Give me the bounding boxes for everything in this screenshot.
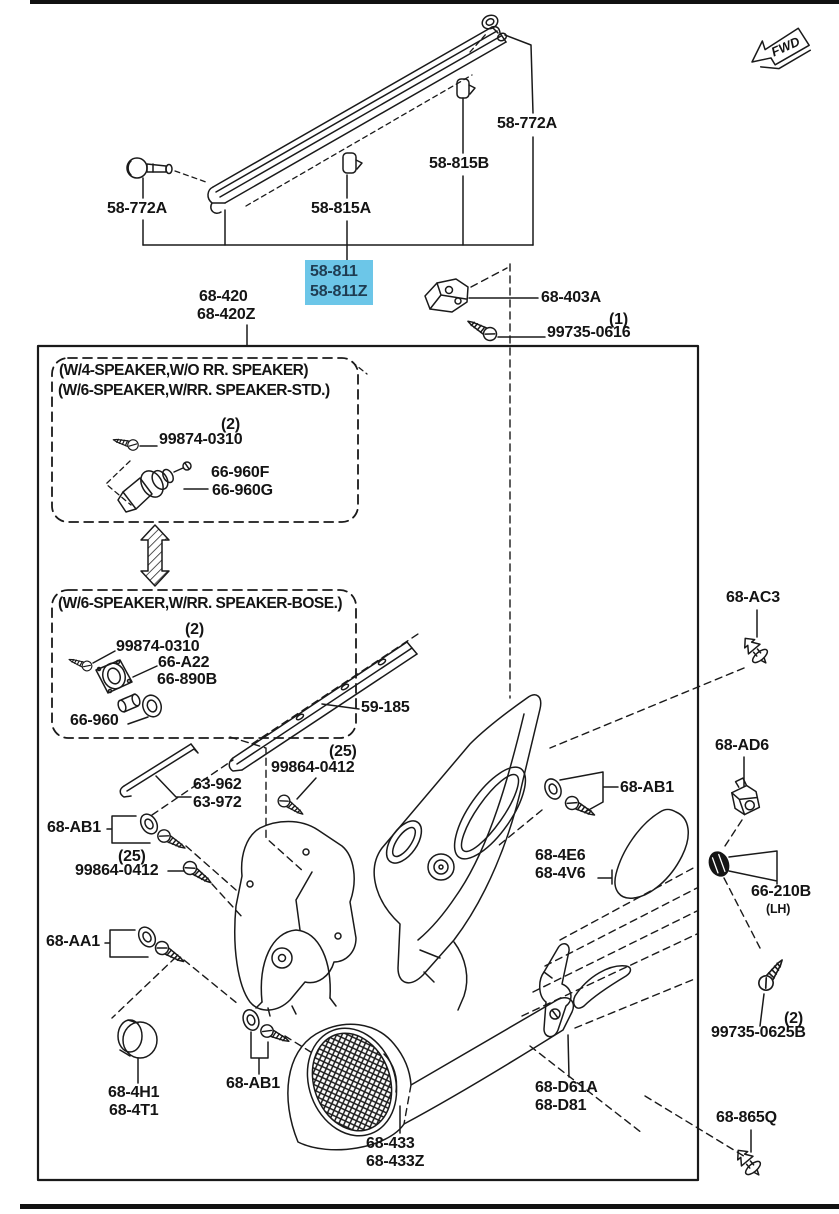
qty-label-box1: (2) [221, 416, 240, 433]
config-label-box1-line1: (W/4-SPEAKER,W/O RR. SPEAKER) [59, 362, 309, 379]
part-label-63972: 63-972 [193, 794, 242, 811]
part-label-99874-box2: 99874-0310 [116, 638, 200, 655]
speaker-grille-433 [288, 998, 574, 1150]
qty-label-99864-top: (25) [329, 743, 357, 760]
door-module-panel [235, 822, 356, 1017]
part-label-815a: 58-815A [311, 200, 371, 217]
qty-label-lh: (LH) [766, 902, 791, 916]
selected-part-line1: 58-811 [310, 263, 358, 280]
part-label-4t1: 68-4T1 [109, 1102, 159, 1119]
part-label-772a-right: 58-772A [497, 115, 557, 132]
qty-label-0625: (2) [784, 1010, 803, 1027]
qty-label-box2: (2) [185, 621, 204, 638]
part-label-99864-top: 99864-0412 [271, 759, 355, 776]
screw-icon-0616 [465, 316, 545, 343]
part-label-420z: 68-420Z [197, 306, 256, 323]
strip-63-962 [120, 744, 198, 797]
config-label-box2-line1: (W/6-SPEAKER,W/RR. SPEAKER-BOSE.) [58, 595, 343, 612]
part-label-ab1-right: 68-AB1 [620, 779, 674, 796]
armrest-pad-4e6 [598, 809, 688, 898]
part-label-ab1-bottom: 68-AB1 [226, 1075, 280, 1092]
part-label-99864-left: 99864-0412 [75, 862, 159, 879]
part-label-960: 66-960 [70, 712, 119, 729]
part-label-d81: 68-D81 [535, 1097, 587, 1114]
fwd-label: FWD [768, 33, 802, 60]
part-label-ad6: 68-AD6 [715, 737, 769, 754]
config-label-box1-line2: (W/6-SPEAKER,W/RR. SPEAKER-STD.) [58, 382, 330, 399]
grommet-screw-aa1 [105, 924, 238, 1018]
part-label-99735-0616: 99735-0616 [547, 324, 631, 341]
bracket-d61a [540, 944, 631, 1077]
part-label-865q: 68-865Q [716, 1109, 777, 1126]
part-label-890b: 66-890B [157, 671, 217, 688]
part-label-4h1: 68-4H1 [108, 1084, 160, 1101]
push-clip-icon-ac3 [550, 610, 773, 748]
beltline-strip-58-811 [208, 27, 506, 214]
part-label-420: 68-420 [199, 288, 248, 305]
qty-label-99864-left: (25) [118, 848, 146, 865]
part-label-aa1: 68-AA1 [46, 933, 100, 950]
door-trim-panel [374, 695, 540, 1010]
grommet-screw-ab1-bottom [240, 1008, 314, 1074]
part-label-99735-0625b: 99735-0625B [711, 1024, 806, 1041]
pin-fastener-icon-772a-right [470, 13, 508, 52]
speaker-cover-4h1 [118, 1020, 157, 1083]
part-label-4v6: 68-4V6 [535, 865, 586, 882]
part-label-ab1-left: 68-AB1 [47, 819, 101, 836]
part-label-815b: 58-815B [429, 155, 489, 172]
part-label-d61a: 68-D61A [535, 1079, 598, 1096]
part-label-63962: 63-962 [193, 776, 242, 793]
part-label-772a-left: 58-772A [107, 200, 167, 217]
part-label-99874-box1: 99874-0310 [159, 431, 243, 448]
part-label-ac3: 68-AC3 [726, 589, 780, 606]
screw-icon-99864-left [168, 859, 243, 918]
selected-part-callout[interactable] [305, 260, 373, 305]
part-label-433z: 68-433Z [366, 1153, 425, 1170]
part-label-960f: 66-960F [211, 464, 270, 481]
part-label-a22: 66-A22 [158, 654, 210, 671]
selected-part-line2: 58-811Z [310, 283, 368, 300]
part-label-960g: 66-960G [212, 482, 273, 499]
part-label-59185: 59-185 [361, 699, 410, 716]
callout-bracket-lines-top [143, 35, 533, 261]
qty-label-0616: (1) [609, 311, 628, 328]
fwd-arrow-icon [746, 24, 813, 77]
door-clip-icon-403a [425, 264, 538, 698]
part-label-403a: 68-403A [541, 289, 601, 306]
clip-icon-ad6 [723, 757, 760, 948]
grommet-icon-210b [705, 848, 777, 884]
strip-clip-icon-815a [343, 153, 362, 173]
push-clip-icon-865q [731, 1130, 765, 1181]
screw-icon-99864-top [276, 778, 316, 819]
part-label-433: 68-433 [366, 1135, 415, 1152]
part-label-4e6: 68-4E6 [535, 847, 586, 864]
pin-fastener-icon-772a-left [127, 158, 206, 182]
interchange-arrow-icon [141, 525, 169, 586]
part-label-210b: 66-210B [751, 883, 811, 900]
